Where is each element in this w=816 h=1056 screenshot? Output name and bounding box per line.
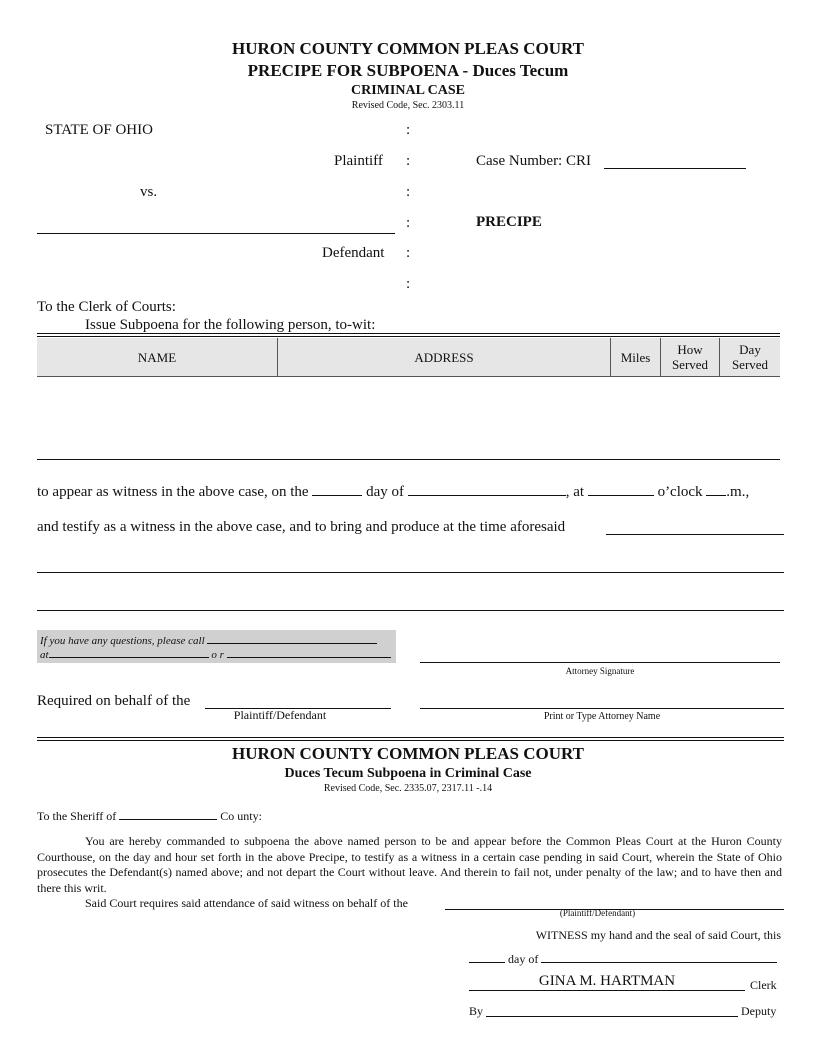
appear-sentence (37, 481, 797, 501)
precipe-label: PRECIPE (476, 214, 542, 230)
subpoena-court-title: HURON COUNTY COMMON PLEAS COURT (232, 744, 584, 763)
appear-text-4: o’clock (657, 484, 703, 500)
caption-colon: : (406, 276, 411, 292)
form-title: PRECIPE FOR SUBPOENA - Duces Tecum (247, 61, 569, 80)
clerk-label: Clerk (750, 978, 777, 992)
questions-text: If you have any questions, please call (40, 635, 205, 647)
attorney-signature-label: Attorney Signature (565, 666, 635, 676)
vs-label: vs. (140, 184, 158, 200)
caption-colon: : (406, 184, 411, 200)
caption-colon: : (406, 122, 411, 138)
appear-text-5: .m., (726, 484, 750, 500)
col-miles: Miles (611, 338, 661, 376)
appear-day-field[interactable] (312, 481, 362, 496)
questions-line-1 (40, 633, 377, 647)
witness-row-line (37, 459, 780, 460)
attendance-party-label: (Plaintiff/Defendant) (559, 908, 636, 918)
seal-month-field[interactable] (541, 951, 777, 963)
court-title: HURON COUNTY COMMON PLEAS COURT (232, 39, 584, 58)
col-day-served: Day Served (720, 338, 780, 376)
day-of-line (469, 951, 777, 967)
questions-phone-2-field[interactable] (49, 647, 209, 658)
attendance-text: Said Court requires said attendance of said witness on behalf of the (85, 896, 408, 910)
questions-box (37, 630, 396, 663)
caption-colon: : (406, 215, 411, 231)
deputy-label: Deputy (741, 1004, 777, 1018)
testify-text: and testify as a witness in the above case, and to bring and produce at the time aforesaid (37, 519, 566, 535)
case-type: CRIMINAL CASE (351, 83, 465, 98)
defendant-label: Defendant (322, 245, 385, 261)
appear-month-field[interactable] (408, 481, 566, 496)
state-of-ohio: STATE OF OHIO (45, 122, 153, 138)
questions-phone-field[interactable] (207, 633, 377, 644)
party-label: Plaintiff/Defendant (233, 708, 327, 722)
subpoena-code: Revised Code, Sec. 2335.07, 2317.11 -.14 (323, 783, 493, 794)
questions-phone-3-field[interactable] (227, 647, 391, 658)
table-rule (37, 336, 780, 337)
section-divider (37, 740, 784, 741)
clerk-name: GINA M. HARTMAN (469, 974, 745, 991)
subpoena-title: Duces Tecum Subpoena in Criminal Case (284, 766, 532, 781)
to-clerk: To the Clerk of Courts: (37, 299, 176, 315)
sheriff-county-field[interactable] (119, 808, 217, 820)
col-how-served: How Served (661, 338, 720, 376)
attorney-name-label: Print or Type Attorney Name (543, 711, 661, 722)
required-on-behalf: Required on behalf of the (37, 693, 191, 709)
case-number-field[interactable] (604, 168, 746, 169)
by-label: By (469, 1004, 484, 1018)
sheriff-text: To the Sheriff of (37, 809, 117, 823)
witness-entry-area[interactable] (37, 377, 780, 459)
produce-line-2[interactable] (37, 572, 784, 573)
witness-hand-text: WITNESS my hand and the seal of said Court, this (535, 928, 781, 942)
questions-line-2 (40, 647, 391, 661)
questions-at: at (40, 649, 49, 661)
caption-colon: : (406, 245, 411, 261)
plaintiff-label: Plaintiff (334, 153, 383, 169)
attorney-name-line[interactable] (420, 708, 784, 709)
col-name: NAME (37, 338, 278, 376)
revised-code: Revised Code, Sec. 2303.11 (351, 100, 465, 111)
produce-field[interactable] (606, 534, 784, 535)
seal-day-field[interactable] (469, 951, 505, 963)
sheriff-line (37, 808, 262, 824)
deputy-signature-line[interactable] (486, 1016, 738, 1017)
col-address: ADDRESS (278, 338, 611, 376)
appear-text-2: day of (366, 484, 404, 500)
caption-colon: : (406, 153, 411, 169)
appear-hour-field[interactable] (588, 481, 654, 496)
produce-line-3[interactable] (37, 610, 784, 611)
appear-text-3: , at (565, 484, 585, 500)
table-rule (37, 333, 780, 334)
section-divider (37, 737, 784, 738)
command-paragraph: You are hereby commanded to subpoena the above named person to be and appear before the Common Pleas Court at the Huron County Courthouse, on the day and hour set forth in the above Precipe, to testify as a witness in a certain case pending in said Court, wherein the State of Ohio prosecutes the Defendant(s) named above; and not depart the Court without leave. And therein to fail not, under penalty of the law; and to have then and there this writ. (37, 834, 782, 895)
case-number-label: Case Number: CRI (476, 153, 591, 169)
questions-or: o r (211, 649, 224, 661)
county-text: Co unty: (220, 809, 262, 823)
appear-text-1: to appear as witness in the above case, on the (37, 484, 309, 500)
attorney-signature-line[interactable] (420, 662, 780, 663)
defendant-name-line[interactable] (37, 233, 395, 234)
appear-ampm-field[interactable] (706, 481, 726, 496)
issue-subpoena: Issue Subpoena for the following person, to-wit: (85, 317, 376, 333)
day-of-text: day of (508, 952, 539, 966)
